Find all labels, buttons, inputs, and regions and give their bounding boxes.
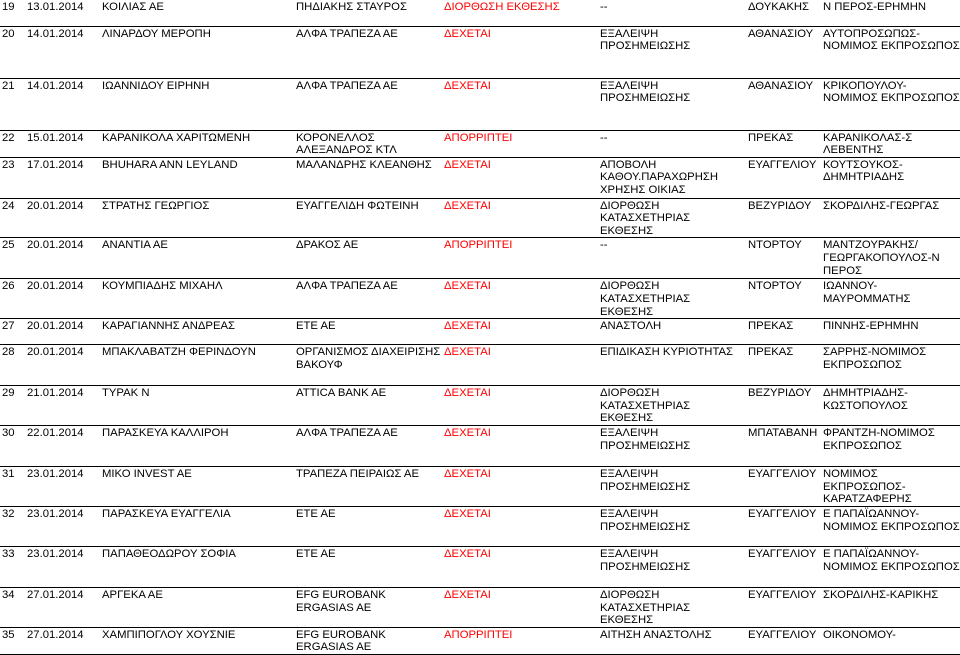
row-number: 21 <box>2 79 15 92</box>
row-number: 31 <box>2 468 15 481</box>
action-type: ΕΞΑΛΕΙΨΗ ΠΡΟΣΗΜΕΙΩΣΗΣ <box>600 79 691 105</box>
lawyer-names: Ε ΠΑΠΑΪΩΑΝΝΟΥ-ΝΟΜΙΜΟΣ ΕΚΠΡΟΣΩΠΟΣ <box>823 508 960 533</box>
creditor-name: EFG EUROBANK ERGASIAS AE <box>296 589 386 614</box>
table-row <box>0 157 960 198</box>
debtor-name: ΑΝΑΝΤΙΑ ΑΕ <box>102 239 168 252</box>
table-row <box>0 588 960 628</box>
judge-name: ΕΥΑΓΓΕΛΙΟΥ <box>748 589 817 602</box>
creditor-name: ΚΟΡΟΝΕΛΛΟΣ ΑΛΕΞΑΝΔΡΟΣ ΚΤΛ <box>296 131 397 157</box>
creditor-name: ΕΤΕ ΑΕ <box>296 508 336 521</box>
decision-date: 20.01.2014 <box>27 320 84 333</box>
table-row <box>0 345 960 386</box>
row-number: 34 <box>2 589 15 602</box>
row-number: 20 <box>2 27 15 40</box>
action-type: -- <box>600 239 608 252</box>
lawyer-names: ΟΙΚΟΝΟΜΟΥ- <box>823 628 896 641</box>
action-type: -- <box>600 131 608 144</box>
lawyer-names: ΚΡΙΚΟΠΟΥΛΟΥ-ΝΟΜΙΜΟΣ ΕΚΠΡΟΣΩΠΟΣ <box>823 79 960 105</box>
debtor-name: ΚΟΙΛΙΑΣ ΑΕ <box>102 1 164 13</box>
row-number: 28 <box>2 346 15 359</box>
decision-status: ΔΕΧΕΤΑΙ <box>444 508 491 521</box>
lawyer-names: ΚΟΥΤΣΟΥΚΟΣ-ΔΗΜΗΤΡΙΑΔΗΣ <box>823 158 905 184</box>
debtor-name: ΚΑΡΑΝΙΚΟΛΑ ΧΑΡΙΤΩΜΕΝΗ <box>102 131 251 144</box>
debtor-name: ΣΤΡΑΤΗΣ ΓΕΩΡΓΙΟΣ <box>102 199 210 212</box>
row-number: 24 <box>2 199 15 212</box>
decision-status: ΔΕΧΕΤΑΙ <box>444 280 491 293</box>
judge-name: ΕΥΑΓΓΕΛΙΟΥ <box>748 158 817 171</box>
decision-status: ΔΕΧΕΤΑΙ <box>444 199 491 212</box>
creditor-name: ΟΡΓΑΝΙΣΜΟΣ ΔΙΑΧΕΙΡΙΣΗΣ ΒΑΚΟΥΦ <box>296 346 441 371</box>
judge-name: ΕΥΑΓΓΕΛΙΟΥ <box>748 548 817 561</box>
table-row <box>0 279 960 319</box>
action-type: ΕΞΑΛΕΙΨΗ ΠΡΟΣΗΜΕΙΩΣΗΣ <box>600 27 691 53</box>
decision-date: 14.01.2014 <box>27 79 84 92</box>
debtor-name: ΜΠΑΚΛΑΒΑΤΖΗ ΦΕΡΙΝΔΟΥΝ <box>102 346 256 359</box>
debtor-name: ΛΙΝΑΡΔΟΥ ΜΕΡΟΠΗ <box>102 27 211 40</box>
row-number: 35 <box>2 628 15 641</box>
row-number: 32 <box>2 508 15 521</box>
judge-name: ΜΠΑΤΑΒΑΝΗ <box>748 427 818 440</box>
action-type: ΔΙΟΡΘΩΣΗ ΚΑΤΑΣΧΕΤΗΡΙΑΣ ΕΚΘΕΣΗΣ <box>600 199 691 237</box>
debtor-name: ΤΥΡΑΚ Ν <box>102 387 150 400</box>
debtor-name: ΠΑΡΑΣΚΕΥΑ ΚΑΛΛΙΡΟΗ <box>102 427 229 440</box>
action-type: ΕΠΙΔΙΚΑΣΗ ΚΥΡΙΟΤΗΤΑΣ <box>600 346 734 359</box>
decision-date: 23.01.2014 <box>27 548 84 561</box>
judge-name: ΠΡΕΚΑΣ <box>748 320 794 333</box>
lawyer-names: ΦΡΑΝΤΖΗ-ΝΟΜΙΜΟΣ ΕΚΠΡΟΣΩΠΟΣ <box>823 427 935 452</box>
creditor-name: ATTICA BANK AE <box>296 387 387 400</box>
row-number: 23 <box>2 158 15 171</box>
lawyer-names: ΣΚΟΡΔΙΛΗΣ-ΓΕΩΡΓΑΣ <box>823 199 940 212</box>
lawyer-names: ΚΑΡΑΝΙΚΟΛΑΣ-Σ ΛΕΒΕΝΤΗΣ <box>823 131 913 157</box>
action-type: ΕΞΑΛΕΙΨΗ ΠΡΟΣΗΜΕΙΩΣΗΣ <box>600 548 691 573</box>
creditor-name: ΤΡΑΠΕΖΑ ΠΕΙΡΑΙΩΣ ΑΕ <box>296 468 419 481</box>
creditor-name: ΑΛΦΑ ΤΡΑΠΕΖΑ ΑΕ <box>296 280 398 293</box>
decision-date: 27.01.2014 <box>27 628 84 641</box>
creditor-name: ΕΤΕ ΑΕ <box>296 320 336 333</box>
creditor-name: ΠΗΔΙΑΚΗΣ ΣΤΑΥΡΟΣ <box>296 1 407 13</box>
decision-status: ΑΠΟΡΡΙΠΤΕΙ <box>444 239 513 252</box>
lawyer-names: ΜΑΝΤΖΟΥΡΑΚΗΣ/ ΓΕΩΡΓΑΚΟΠΟΥΛΟΣ-Ν ΠΕΡΟΣ <box>823 239 940 277</box>
decision-date: 15.01.2014 <box>27 131 84 144</box>
judge-name: ΒΕΖΥΡΙΔΟΥ <box>748 387 812 400</box>
judge-name: ΔΟΥΚΑΚΗΣ <box>748 1 810 13</box>
decision-date: 13.01.2014 <box>27 1 84 13</box>
judge-name: ΕΥΑΓΓΕΛΙΟΥ <box>748 628 817 641</box>
judge-name: ΠΡΕΚΑΣ <box>748 131 794 144</box>
action-type: ΑΙΤΗΣΗ ΑΝΑΣΤΟΛΗΣ <box>600 628 712 641</box>
row-number: 33 <box>2 548 15 561</box>
table-row <box>0 78 960 130</box>
row-number: 22 <box>2 131 15 144</box>
judge-name: ΝΤΟΡΤΟΥ <box>748 239 802 252</box>
decision-date: 20.01.2014 <box>27 239 84 252</box>
debtor-name: ΜΙΚΟ INVEST AE <box>102 468 192 481</box>
table-row <box>0 238 960 279</box>
decision-status: ΔΕΧΕΤΑΙ <box>444 320 491 333</box>
decision-date: 21.01.2014 <box>27 387 84 400</box>
creditor-name: ΑΛΦΑ ΤΡΑΠΕΖΑ ΑΕ <box>296 79 398 92</box>
lawyer-names: ΣΑΡΡΗΣ-ΝΟΜΙΜΟΣ ΕΚΠΡΟΣΩΠΟΣ <box>823 346 927 371</box>
row-number: 19 <box>2 1 15 13</box>
action-type: ΔΙΟΡΘΩΣΗ ΚΑΤΑΣΧΕΤΗΡΙΑΣ ΕΚΘΕΣΗΣ <box>600 280 691 318</box>
table-row <box>0 426 960 467</box>
lawyer-names: ΠΙΝΝΗΣ-ΕΡΗΜΗΝ <box>823 320 919 333</box>
decision-date: 23.01.2014 <box>27 468 84 481</box>
decision-date: 23.01.2014 <box>27 508 84 521</box>
action-type: ΕΞΑΛΕΙΨΗ ΠΡΟΣΗΜΕΙΩΣΗΣ <box>600 427 691 452</box>
action-type: ΑΠΟΒΟΛΗ ΚΑΘΟΥ.ΠΑΡΑΧΩΡΗΣΗ ΧΡΗΣΗΣ ΟΙΚΙΑΣ <box>600 158 719 196</box>
judge-name: ΑΘΑΝΑΣΙΟΥ <box>748 27 814 40</box>
lawyer-names: Ε ΠΑΠΑΪΩΑΝΝΟΥ-ΝΟΜΙΜΟΣ ΕΚΠΡΟΣΩΠΟΣ <box>823 548 960 573</box>
debtor-name: ΚΟΥΜΠΙΑΔΗΣ ΜΙΧΑΗΛ <box>102 280 223 293</box>
debtor-name: ΑΡΓΕΚΑ ΑΕ <box>102 589 163 602</box>
decision-date: 20.01.2014 <box>27 280 84 293</box>
decision-status: ΔΕΧΕΤΑΙ <box>444 158 491 171</box>
lawyer-names: ΑΥΤΟΠΡΟΣΩΠΩΣ-ΝΟΜΙΜΟΣ ΕΚΠΡΟΣΩΠΟΣ <box>823 27 960 53</box>
debtor-name: BHUHARA ANN LEYLAND <box>102 158 238 171</box>
decision-date: 22.01.2014 <box>27 427 84 440</box>
row-number: 30 <box>2 427 15 440</box>
row-number: 26 <box>2 280 15 293</box>
judge-name: ΒΕΖΥΡΙΔΟΥ <box>748 199 812 212</box>
decision-date: 20.01.2014 <box>27 199 84 212</box>
lawyer-names: ΣΚΟΡΔΙΛΗΣ-ΚΑΡΙΚΗΣ <box>823 589 939 602</box>
creditor-name: ΜΑΛΑΝΔΡΗΣ ΚΛΕΑΝΘΗΣ <box>296 158 432 171</box>
table-row <box>0 386 960 426</box>
creditor-name: ΔΡΑΚΟΣ ΑΕ <box>296 239 359 252</box>
table-row <box>0 467 960 507</box>
decision-status: ΔΕΧΕΤΑΙ <box>444 548 491 561</box>
decision-status: ΔΕΧΕΤΑΙ <box>444 468 491 481</box>
creditor-name: ΑΛΦΑ ΤΡΑΠΕΖΑ ΑΕ <box>296 427 398 440</box>
judge-name: ΝΤΟΡΤΟΥ <box>748 280 802 293</box>
judge-name: ΑΘΑΝΑΣΙΟΥ <box>748 79 814 92</box>
action-type: -- <box>600 1 608 13</box>
table-row <box>0 26 960 78</box>
table-row <box>0 547 960 588</box>
debtor-name: ΙΩΑΝΝΙΔΟΥ ΕΙΡΗΝΗ <box>102 79 210 92</box>
decision-status: ΔΙΟΡΘΩΣΗ ΕΚΘΕΣΗΣ <box>444 1 560 13</box>
debtor-name: ΧΑΜΠΙΠΟΓΛΟΥ ΧΟΥΣΝΙΕ <box>102 628 236 641</box>
table-row <box>0 627 960 654</box>
decision-status: ΑΠΟΡΡΙΠΤΕΙ <box>444 628 513 641</box>
judge-name: ΠΡΕΚΑΣ <box>748 346 794 359</box>
lawyer-names: Ν ΠΕΡΟΣ-ΕΡΗΜΗΝ <box>823 1 927 13</box>
table-row <box>0 198 960 238</box>
lawyer-names: ΝΟΜΙΜΟΣ ΕΚΠΡΟΣΩΠΟΣ-ΚΑΡΑΤΖΑΦΕΡΗΣ <box>823 468 912 506</box>
decision-status: ΔΕΧΕΤΑΙ <box>444 346 491 359</box>
decision-status: ΔΕΧΕΤΑΙ <box>444 79 491 92</box>
table-row <box>0 319 960 345</box>
action-type: ΑΝΑΣΤΟΛΗ <box>600 320 662 333</box>
lawyer-names: ΙΩΑΝΝΟΥ-ΜΑΥΡΟΜΜΑΤΗΣ <box>823 280 911 306</box>
lawyer-names: ΔΗΜΗΤΡΙΑΔΗΣ-ΚΩΣΤΟΠΟΥΛΟΣ <box>823 387 908 412</box>
decision-date: 20.01.2014 <box>27 346 84 359</box>
action-type: ΕΞΑΛΕΙΨΗ ΠΡΟΣΗΜΕΙΩΣΗΣ <box>600 468 691 493</box>
debtor-name: ΚΑΡΑΓΙΑΝΝΗΣ ΑΝΔΡΕΑΣ <box>102 320 235 333</box>
debtor-name: ΠΑΠΑΘΕΟΔΩΡΟΥ ΣΟΦΙΑ <box>102 548 236 561</box>
creditor-name: ΑΛΦΑ ΤΡΑΠΕΖΑ ΑΕ <box>296 27 398 40</box>
decision-status: ΔΕΧΕΤΑΙ <box>444 427 491 440</box>
decision-status: ΔΕΧΕΤΑΙ <box>444 27 491 40</box>
row-number: 29 <box>2 387 15 400</box>
decision-status: ΑΠΟΡΡΙΠΤΕΙ <box>444 131 513 144</box>
decision-date: 27.01.2014 <box>27 589 84 602</box>
debtor-name: ΠΑΡΑΣΚΕΥΑ ΕΥΑΓΓΕΛΙΑ <box>102 508 231 521</box>
judge-name: ΕΥΑΓΓΕΛΙΟΥ <box>748 508 817 521</box>
creditor-name: ΕΥΑΓΓΕΛΙΔΗ ΦΩΤΕΙΝΗ <box>296 199 419 212</box>
decision-date: 17.01.2014 <box>27 158 84 171</box>
judge-name: ΕΥΑΓΓΕΛΙΟΥ <box>748 468 817 481</box>
creditor-name: ΕΤΕ ΑΕ <box>296 548 336 561</box>
action-type: ΔΙΟΡΘΩΣΗ ΚΑΤΑΣΧΕΤΗΡΙΑΣ ΕΚΘΕΣΗΣ <box>600 387 691 425</box>
table-row <box>0 507 960 547</box>
decision-date: 14.01.2014 <box>27 27 84 40</box>
creditor-name: EFG EUROBANK ERGASIAS AE <box>296 628 386 654</box>
decision-status: ΔΕΧΕΤΑΙ <box>444 387 491 400</box>
table-row <box>0 130 960 157</box>
decision-status: ΔΕΧΕΤΑΙ <box>444 589 491 602</box>
action-type: ΔΙΟΡΘΩΣΗ ΚΑΤΑΣΧΕΤΗΡΙΑΣ ΕΚΘΕΣΗΣ <box>600 589 691 627</box>
row-number: 25 <box>2 239 15 252</box>
action-type: ΕΞΑΛΕΙΨΗ ΠΡΟΣΗΜΕΙΩΣΗΣ <box>600 508 691 533</box>
table-row <box>0 0 960 26</box>
row-number: 27 <box>2 320 15 333</box>
